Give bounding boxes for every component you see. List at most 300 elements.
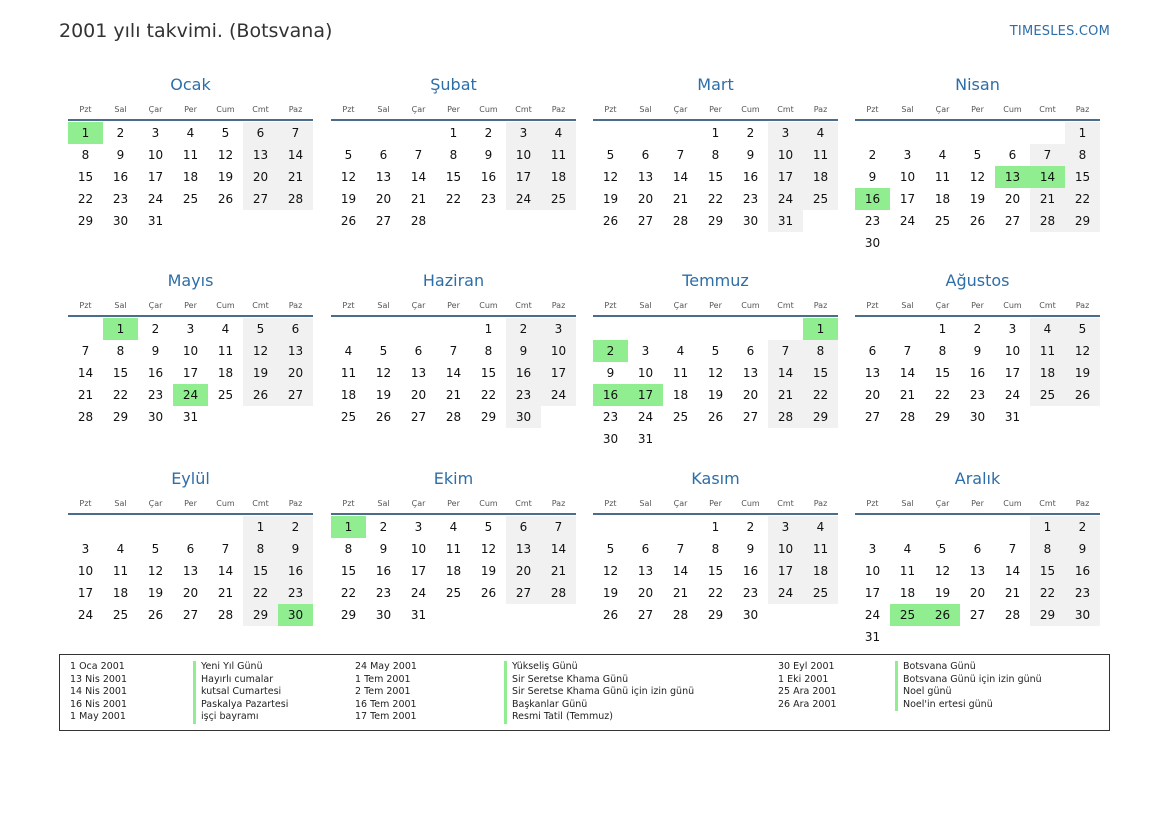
weekday-label: Cmt [777, 301, 794, 310]
legend-holiday-name: Resmi Tatil (Temmuz) [504, 711, 694, 724]
day-cell: 15 [112, 366, 129, 380]
weekday-label: Cmt [1039, 499, 1056, 508]
weekday-label: Paz [551, 105, 566, 114]
month-block [68, 271, 313, 428]
day-cell: 20 [637, 192, 654, 206]
day-cell: 7 [541, 516, 576, 538]
day-cell: 15 [340, 564, 357, 578]
day-cell: 29 [77, 214, 94, 228]
weekday-header [68, 494, 313, 515]
weekday-label: Cmt [1039, 301, 1056, 310]
month-name: Kasım [691, 469, 740, 488]
day-cell: 25 [672, 410, 689, 424]
day-cell: 30 [864, 236, 881, 250]
empty-cell [68, 318, 103, 340]
weekday-label: Cum [479, 301, 498, 310]
weekday-label: Pzt [79, 105, 92, 114]
day-cell: 8 [1030, 538, 1065, 560]
weekday-label: Paz [1075, 499, 1090, 508]
day-cell: 29 [243, 604, 278, 626]
empty-cell [855, 318, 890, 340]
legend-dates-col2 [355, 661, 417, 724]
legend-date: 30 Eyl 2001 [778, 661, 835, 672]
holiday-day-cell: 1 [331, 516, 366, 538]
day-cell: 7 [768, 340, 803, 362]
brand-link[interactable]: TIMESLES.COM [1009, 24, 1110, 39]
day-cell: 24 [899, 214, 916, 228]
empty-cell [925, 516, 960, 538]
day-cell: 9 [116, 148, 125, 162]
day-cell: 6 [1008, 148, 1017, 162]
day-cell: 15 [445, 170, 462, 184]
day-cell: 22 [445, 192, 462, 206]
day-cell: 22 [77, 192, 94, 206]
legend-holiday-name: Paskalya Pazartesi [193, 699, 288, 712]
day-cell: 30 [112, 214, 129, 228]
holiday-day-cell: 2 [593, 340, 628, 362]
month-name: Temmuz [682, 271, 749, 290]
legend-holiday-name: Botsvana Günü için izin günü [895, 674, 1042, 687]
day-cell: 27 [969, 608, 986, 622]
day-cell: 19 [969, 192, 986, 206]
day-cell: 29 [707, 214, 724, 228]
empty-cell [628, 318, 663, 340]
day-cell: 29 [934, 410, 951, 424]
day-cell: 7 [221, 542, 230, 556]
day-cell: 12 [934, 564, 951, 578]
legend-date: 24 May 2001 [355, 661, 417, 672]
day-cell: 19 [480, 564, 497, 578]
day-cell: 24 [77, 608, 94, 622]
weekday-label: Cum [741, 499, 760, 508]
day-cell: 28 [768, 406, 803, 428]
month-block [593, 469, 838, 626]
weekday-label: Pzt [866, 499, 879, 508]
weekday-label: Cum [741, 301, 760, 310]
day-cell: 3 [186, 322, 195, 336]
day-cell: 28 [899, 410, 916, 424]
day-cell: 15 [707, 564, 724, 578]
day-cell: 13 [637, 170, 654, 184]
day-cell: 23 [602, 410, 619, 424]
holiday-day-cell: 17 [628, 384, 663, 406]
legend-names-col3 [895, 661, 1042, 711]
day-cell: 13 [969, 564, 986, 578]
legend-dates-col3 [778, 661, 837, 711]
day-cell: 25 [217, 388, 234, 402]
day-cell: 14 [768, 362, 803, 384]
empty-cell [366, 318, 401, 340]
day-cell: 2 [1065, 516, 1100, 538]
day-cell: 3 [903, 148, 912, 162]
empty-cell [436, 318, 471, 340]
legend-date: 16 Nis 2001 [70, 698, 127, 710]
day-cell: 13 [375, 170, 392, 184]
empty-cell [138, 516, 173, 538]
weekday-label: Cmt [252, 301, 269, 310]
empty-cell [628, 122, 663, 144]
weekday-label: Sal [377, 105, 390, 114]
day-cell: 4 [903, 542, 912, 556]
day-cell: 31 [147, 214, 164, 228]
day-cell: 30 [375, 608, 392, 622]
empty-cell [331, 318, 366, 340]
empty-cell [890, 516, 925, 538]
weekday-label: Cum [1003, 105, 1022, 114]
day-cell: 24 [1004, 388, 1021, 402]
legend-date: 17 Tem 2001 [355, 711, 417, 722]
weekday-label: Per [971, 499, 984, 508]
day-cell: 24 [541, 384, 576, 406]
day-cell: 3 [506, 122, 541, 144]
weekday-label: Pzt [79, 499, 92, 508]
day-cell: 5 [1065, 318, 1100, 340]
day-cell: 22 [340, 586, 357, 600]
day-cell: 20 [243, 166, 278, 188]
day-cell: 7 [676, 542, 685, 556]
month-block [68, 75, 313, 232]
legend-date: 1 Eki 2001 [778, 673, 829, 685]
day-cell: 28 [77, 410, 94, 424]
day-cell: 16 [147, 366, 164, 380]
day-cell: 16 [969, 366, 986, 380]
day-cell: 13 [637, 564, 654, 578]
day-cell: 22 [707, 586, 724, 600]
day-cell: 25 [803, 188, 838, 210]
day-cell: 3 [768, 122, 803, 144]
day-cell: 8 [938, 344, 947, 358]
day-cell: 12 [1065, 340, 1100, 362]
day-cell: 16 [278, 560, 313, 582]
day-cell: 11 [672, 366, 689, 380]
day-cell: 26 [969, 214, 986, 228]
weekday-label: Cmt [1039, 105, 1056, 114]
weekday-header [593, 100, 838, 121]
weekday-label: Pzt [342, 301, 355, 310]
day-cell: 15 [1030, 560, 1065, 582]
day-cell: 15 [77, 170, 94, 184]
day-cell: 29 [803, 406, 838, 428]
day-cell: 22 [707, 192, 724, 206]
weekday-label: Sal [639, 301, 652, 310]
empty-cell [208, 516, 243, 538]
day-cell: 31 [182, 410, 199, 424]
weekday-label: Cum [216, 499, 235, 508]
weekday-label: Pzt [342, 499, 355, 508]
day-cell: 25 [934, 214, 951, 228]
day-cell: 23 [112, 192, 129, 206]
legend-date: 26 Ara 2001 [778, 698, 837, 710]
day-cell: 17 [768, 560, 803, 582]
day-cell: 19 [243, 362, 278, 384]
day-cell: 24 [768, 188, 803, 210]
day-cell: 7 [449, 344, 458, 358]
legend-names-col1 [193, 661, 288, 724]
weekday-label: Per [709, 105, 722, 114]
day-cell: 14 [672, 564, 689, 578]
day-cell: 2 [278, 516, 313, 538]
month-name: Haziran [422, 271, 485, 290]
day-cell: 25 [541, 188, 576, 210]
day-grid [68, 122, 313, 232]
day-cell: 26 [217, 192, 234, 206]
day-cell: 12 [243, 340, 278, 362]
weekday-label: Cmt [777, 105, 794, 114]
day-cell: 26 [480, 586, 497, 600]
empty-cell [663, 516, 698, 538]
day-cell: 12 [375, 366, 392, 380]
weekday-header [593, 494, 838, 515]
day-cell: 28 [1030, 210, 1065, 232]
month-name: Ekim [433, 469, 474, 488]
day-grid [331, 516, 576, 626]
day-cell: 21 [672, 586, 689, 600]
day-grid [855, 318, 1100, 428]
legend-holiday-name: Noel günü [895, 686, 1042, 699]
empty-cell [1030, 122, 1065, 144]
day-cell: 26 [340, 214, 357, 228]
day-cell: 16 [742, 564, 759, 578]
day-cell: 27 [182, 608, 199, 622]
day-cell: 7 [278, 122, 313, 144]
day-cell: 16 [506, 362, 541, 384]
day-cell: 4 [803, 516, 838, 538]
day-cell: 27 [637, 214, 654, 228]
day-cell: 15 [243, 560, 278, 582]
day-cell: 6 [973, 542, 982, 556]
day-cell: 15 [707, 170, 724, 184]
day-cell: 4 [449, 520, 458, 534]
day-cell: 10 [864, 564, 881, 578]
day-cell: 8 [81, 148, 90, 162]
weekday-label: Paz [288, 105, 303, 114]
day-cell: 16 [742, 170, 759, 184]
day-cell: 11 [217, 344, 234, 358]
day-cell: 5 [243, 318, 278, 340]
day-cell: 31 [1004, 410, 1021, 424]
day-cell: 18 [934, 192, 951, 206]
day-cell: 16 [112, 170, 129, 184]
legend-holiday-name: işçi bayramı [193, 711, 288, 724]
day-cell: 21 [899, 388, 916, 402]
day-grid [68, 516, 313, 626]
day-cell: 3 [541, 318, 576, 340]
weekday-label: Pzt [604, 105, 617, 114]
empty-cell [925, 122, 960, 144]
legend-holiday-name: Hayırlı cumalar [193, 674, 288, 687]
weekday-label: Paz [813, 301, 828, 310]
day-cell: 10 [637, 366, 654, 380]
legend-holiday-name: Sir Seretse Khama Günü [504, 674, 694, 687]
day-cell: 29 [112, 410, 129, 424]
day-cell: 31 [864, 630, 881, 644]
month-name: Ocak [170, 75, 211, 94]
day-cell: 13 [506, 538, 541, 560]
weekday-label: Çar [148, 301, 163, 310]
holiday-day-cell: 16 [855, 188, 890, 210]
empty-cell [995, 516, 1030, 538]
day-grid [331, 318, 576, 428]
holiday-day-cell: 30 [278, 604, 313, 626]
weekday-label: Pzt [79, 301, 92, 310]
day-cell: 11 [1030, 340, 1065, 362]
day-cell: 30 [742, 608, 759, 622]
day-cell: 10 [182, 344, 199, 358]
day-cell: 13 [243, 144, 278, 166]
legend-holiday-name: Sir Seretse Khama Günü için izin günü [504, 686, 694, 699]
day-cell: 3 [1008, 322, 1017, 336]
day-cell: 20 [1004, 192, 1021, 206]
day-cell: 11 [899, 564, 916, 578]
weekday-label: Sal [639, 499, 652, 508]
day-cell: 8 [484, 344, 493, 358]
day-cell: 26 [602, 214, 619, 228]
holiday-day-cell: 16 [593, 384, 628, 406]
day-cell: 6 [186, 542, 195, 556]
day-cell: 4 [344, 344, 353, 358]
day-cell: 2 [151, 322, 160, 336]
day-cell: 22 [1030, 582, 1065, 604]
weekday-label: Per [184, 301, 197, 310]
day-cell: 10 [541, 340, 576, 362]
day-cell: 11 [445, 542, 462, 556]
day-cell: 9 [606, 366, 615, 380]
day-cell: 19 [147, 586, 164, 600]
day-cell: 18 [541, 166, 576, 188]
day-cell: 17 [864, 586, 881, 600]
day-cell: 12 [340, 170, 357, 184]
day-cell: 17 [899, 192, 916, 206]
legend-date: 1 May 2001 [70, 711, 126, 722]
weekday-label: Paz [551, 301, 566, 310]
day-cell: 20 [506, 560, 541, 582]
day-cell: 21 [410, 192, 427, 206]
day-cell: 15 [480, 366, 497, 380]
day-cell: 6 [506, 516, 541, 538]
day-cell: 28 [410, 214, 427, 228]
day-cell: 28 [278, 188, 313, 210]
day-cell: 7 [1008, 542, 1017, 556]
day-cell: 24 [147, 192, 164, 206]
month-name: Ağustos [945, 271, 1010, 290]
day-cell: 4 [938, 148, 947, 162]
day-grid [68, 318, 313, 428]
weekday-label: Cum [216, 105, 235, 114]
day-cell: 10 [147, 148, 164, 162]
day-cell: 15 [803, 362, 838, 384]
month-name: Nisan [955, 75, 1000, 94]
weekday-label: Sal [639, 105, 652, 114]
day-cell: 16 [375, 564, 392, 578]
day-cell: 25 [803, 582, 838, 604]
day-cell: 12 [602, 170, 619, 184]
weekday-label: Per [709, 301, 722, 310]
holiday-day-cell: 24 [173, 384, 208, 406]
day-cell: 5 [606, 148, 615, 162]
day-cell: 26 [243, 384, 278, 406]
day-cell: 9 [506, 340, 541, 362]
weekday-label: Sal [377, 499, 390, 508]
day-cell: 6 [746, 344, 755, 358]
day-cell: 3 [641, 344, 650, 358]
legend-date: 1 Oca 2001 [70, 661, 125, 672]
day-cell: 5 [221, 126, 230, 140]
day-cell: 17 [77, 586, 94, 600]
weekday-label: Cmt [252, 499, 269, 508]
day-cell: 4 [676, 344, 685, 358]
day-cell: 4 [1030, 318, 1065, 340]
day-cell: 17 [541, 362, 576, 384]
weekday-header [331, 296, 576, 317]
weekday-label: Çar [673, 499, 688, 508]
day-cell: 26 [602, 608, 619, 622]
day-cell: 23 [742, 192, 759, 206]
day-cell: 1 [243, 516, 278, 538]
day-cell: 21 [541, 560, 576, 582]
day-cell: 12 [969, 170, 986, 184]
day-cell: 30 [602, 432, 619, 446]
empty-cell [593, 318, 628, 340]
day-cell: 20 [742, 388, 759, 402]
day-cell: 21 [77, 388, 94, 402]
day-grid [593, 516, 838, 626]
day-cell: 19 [217, 170, 234, 184]
weekday-label: Per [709, 499, 722, 508]
day-cell: 21 [672, 192, 689, 206]
day-cell: 23 [969, 388, 986, 402]
day-cell: 22 [934, 388, 951, 402]
day-cell: 6 [868, 344, 877, 358]
month-name: Mart [697, 75, 734, 94]
weekday-label: Per [447, 301, 460, 310]
day-cell: 14 [278, 144, 313, 166]
weekday-label: Çar [935, 105, 950, 114]
day-cell: 15 [1065, 166, 1100, 188]
day-cell: 6 [641, 542, 650, 556]
day-cell: 14 [217, 564, 234, 578]
day-cell: 20 [864, 388, 881, 402]
day-cell: 14 [77, 366, 94, 380]
empty-cell [995, 122, 1030, 144]
empty-cell [960, 122, 995, 144]
weekday-label: Çar [148, 499, 163, 508]
day-cell: 12 [147, 564, 164, 578]
day-cell: 30 [147, 410, 164, 424]
day-cell: 20 [410, 388, 427, 402]
weekday-label: Paz [1075, 301, 1090, 310]
weekday-label: Sal [114, 301, 127, 310]
day-cell: 27 [742, 410, 759, 424]
legend-holiday-name: Yeni Yıl Günü [193, 661, 288, 674]
day-cell: 12 [480, 542, 497, 556]
weekday-label: Paz [288, 301, 303, 310]
weekday-label: Per [971, 301, 984, 310]
month-block [593, 75, 838, 232]
day-cell: 18 [803, 166, 838, 188]
day-cell: 17 [410, 564, 427, 578]
day-cell: 7 [676, 148, 685, 162]
weekday-label: Cum [741, 105, 760, 114]
empty-cell [663, 318, 698, 340]
empty-cell [855, 516, 890, 538]
day-cell: 1 [1065, 122, 1100, 144]
day-cell: 14 [410, 170, 427, 184]
weekday-label: Cmt [515, 105, 532, 114]
day-cell: 23 [278, 582, 313, 604]
weekday-label: Çar [411, 499, 426, 508]
day-cell: 5 [151, 542, 160, 556]
day-cell: 10 [506, 144, 541, 166]
